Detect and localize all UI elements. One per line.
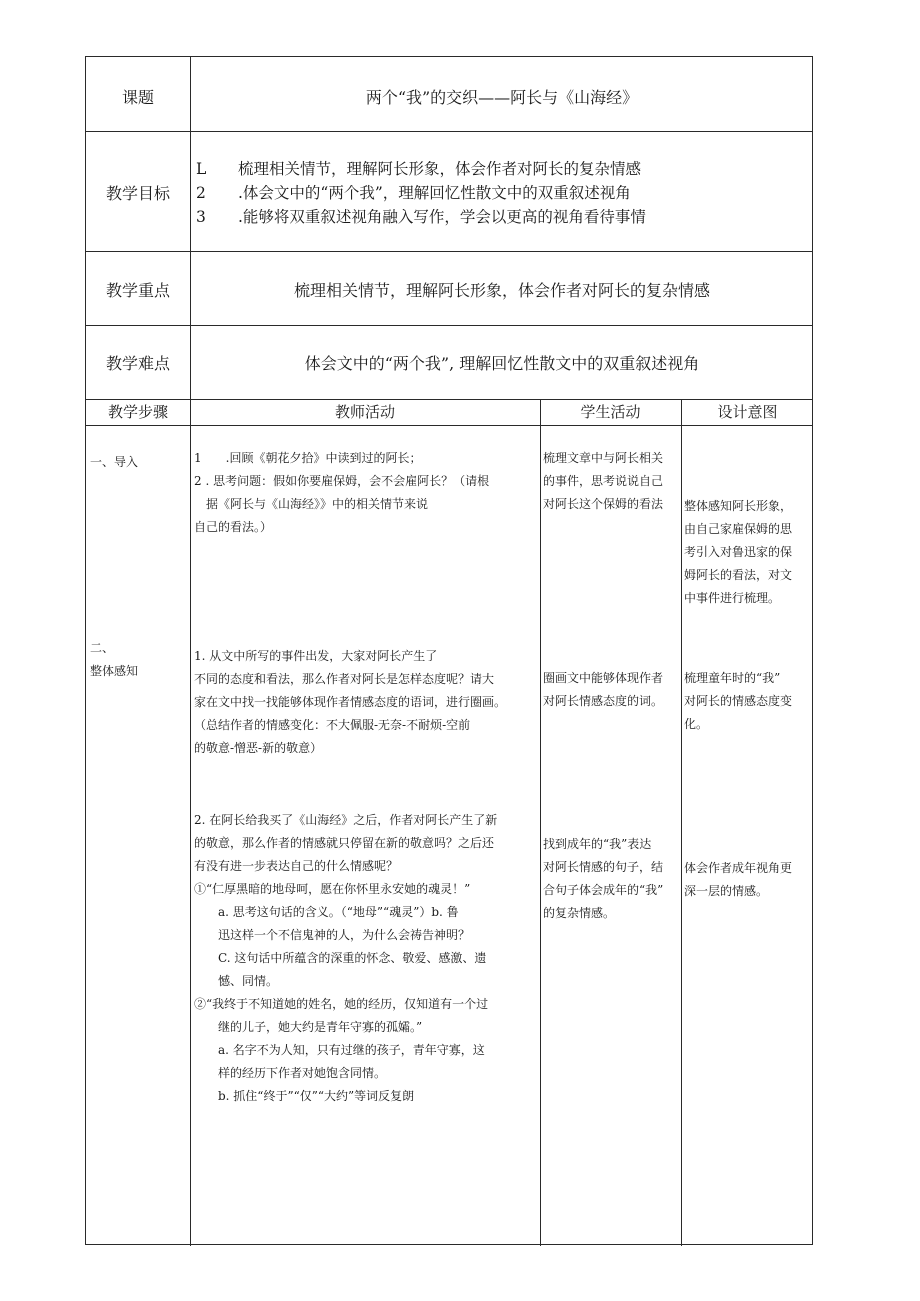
student-block-3 bbox=[543, 833, 679, 925]
goal-item-2: 2 .体会文中的“两个我”，理解回忆性散文中的双重叙述视角 bbox=[196, 184, 631, 202]
text-line: 梳理文章中与阿长相关 bbox=[543, 451, 664, 465]
header-teacher: 教师活动 bbox=[334, 403, 395, 421]
step-intro: 一、导入 bbox=[90, 455, 139, 469]
title-label: 课题 bbox=[121, 88, 154, 107]
text-line: 由自己家雇保姆的思 bbox=[684, 522, 793, 536]
text-line: 对阿长情感的句子，结 bbox=[543, 860, 664, 874]
design-block-3 bbox=[684, 857, 812, 903]
text-line: 不同的态度和看法，那么作者对阿长是怎样态度呢？请大 bbox=[194, 672, 495, 686]
column-divider bbox=[190, 57, 191, 1246]
text-line: 迅这样一个不信鬼神的人，为什么会祷告神明？ bbox=[194, 928, 471, 942]
text-line: 的事件，思考说说自己 bbox=[543, 474, 664, 488]
text-line: 家在文中找一找能够体现作者情感态度的语词，进行圈画。 bbox=[194, 695, 507, 709]
text-line: b. 抓住“终于”“仅”“大约”等词反复朗 bbox=[194, 1089, 415, 1103]
focus-text: 梳理相关情节，理解阿长形象，体会作者对阿长的复杂情感 bbox=[293, 281, 710, 300]
text-line: 体会作者成年视角更 bbox=[684, 861, 793, 875]
text-line: 2 . 思考问题：假如你要雇保姆，会不会雇阿长？（请根 bbox=[194, 474, 490, 488]
text-line: 1 .回顾《朝花夕拾》中读到过的阿长； bbox=[194, 451, 422, 465]
teacher-block-2 bbox=[194, 645, 538, 760]
text-line: 对阿长这个保姆的看法 bbox=[543, 497, 664, 511]
text-line: 继的儿子，她大约是青年守寡的孤孀。” bbox=[194, 1020, 423, 1034]
text-line: 对阿长的情感态度变 bbox=[684, 694, 793, 708]
text-line: 深一层的情感。 bbox=[684, 884, 769, 898]
lesson-title: 两个“我”的交织——阿长与《山海经》 bbox=[365, 88, 639, 107]
difficulty-label: 教学难点 bbox=[105, 354, 170, 373]
text-line: 据《阿长与《山海经》》中的相关情节来说 bbox=[194, 497, 429, 511]
text-line: C. 这句话中所蕴含的深重的怀念、敬爱、感激、遗 bbox=[194, 951, 487, 965]
row-divider bbox=[86, 251, 812, 252]
difficulty-text: 体会文中的“两个我”, 理解回忆性散文中的双重叙述视角 bbox=[304, 354, 700, 373]
text-line: 2. 在阿长给我买了《山海经》之后，作者对阿长产生了新 bbox=[194, 813, 498, 827]
text-line: 中事件进行梳理。 bbox=[684, 591, 781, 605]
text-line: 的敬意，那么作者的情感就只停留在新的敬意吗？之后还 bbox=[194, 836, 495, 850]
teacher-block-1 bbox=[194, 447, 538, 539]
header-student: 学生活动 bbox=[580, 403, 641, 421]
text-line: 的敬意-憎恶-新的敬意） bbox=[194, 741, 323, 755]
lesson-plan-table bbox=[85, 56, 813, 1245]
text-line: 1. 从文中所写的事件出发，大家对阿长产生了 bbox=[194, 649, 438, 663]
text-line: 的复杂情感。 bbox=[543, 906, 616, 920]
step-perception-number: 二、 bbox=[90, 641, 115, 655]
goals-label: 教学目标 bbox=[105, 184, 170, 203]
text-line: 对阿长情感态度的词。 bbox=[543, 694, 664, 708]
student-block-2 bbox=[543, 667, 679, 713]
column-divider bbox=[540, 399, 541, 1246]
text-line: 梳理童年时的“我” bbox=[684, 671, 781, 685]
text-line: 憾、同情。 bbox=[194, 974, 279, 988]
text-line: ②“我终于不知道她的姓名，她的经历，仅知道有一个过 bbox=[194, 997, 489, 1011]
step-perception: 整体感知 bbox=[90, 664, 139, 678]
text-line: 考引入对鲁迅家的保 bbox=[684, 545, 793, 559]
text-line: 整体感知阿长形象， bbox=[684, 499, 793, 513]
column-divider bbox=[681, 399, 682, 1246]
text-line: 找到成年的“我”表达 bbox=[543, 837, 652, 851]
text-line: a. 名字不为人知，只有过继的孩子，青年守寡，这 bbox=[194, 1043, 485, 1057]
row-divider bbox=[86, 325, 812, 326]
goal-item-3: 3 .能够将双重叙述视角融入写作，学会以更高的视角看待事情 bbox=[196, 208, 646, 226]
goal-item-1: L 梳理相关情节，理解阿长形象，体会作者对阿长的复杂情感 bbox=[196, 160, 642, 178]
design-block-1 bbox=[684, 495, 812, 610]
text-line: 合句子体会成年的“我” bbox=[543, 883, 664, 897]
row-divider bbox=[86, 425, 812, 426]
text-line: ①“仁厚黑暗的地母呵，愿在你怀里永安她的魂灵！” bbox=[194, 882, 471, 896]
design-block-2 bbox=[684, 667, 812, 736]
text-line: 样的经历下作者对她饱含同情。 bbox=[194, 1066, 387, 1080]
text-line: 有没有进一步表达自己的什么情感呢？ bbox=[194, 859, 399, 873]
text-line: 姆阿长的看法，对文 bbox=[684, 568, 793, 582]
header-steps: 教学步骤 bbox=[107, 403, 168, 421]
text-line: （总结作者的情感变化：不大佩服-无奈-不耐烦-空前 bbox=[194, 718, 471, 732]
text-line: 自己的看法。） bbox=[194, 520, 273, 534]
text-line: 化。 bbox=[684, 717, 709, 731]
text-line: 圈画文中能够体现作者 bbox=[543, 671, 664, 685]
text-line: a. 思考这句话的含义。（“地母”“魂灵”）b. 鲁 bbox=[194, 905, 459, 919]
row-divider bbox=[86, 131, 812, 132]
student-block-1 bbox=[543, 447, 679, 516]
teacher-block-3 bbox=[194, 809, 538, 1108]
focus-label: 教学重点 bbox=[105, 281, 170, 300]
header-design: 设计意图 bbox=[717, 403, 778, 421]
